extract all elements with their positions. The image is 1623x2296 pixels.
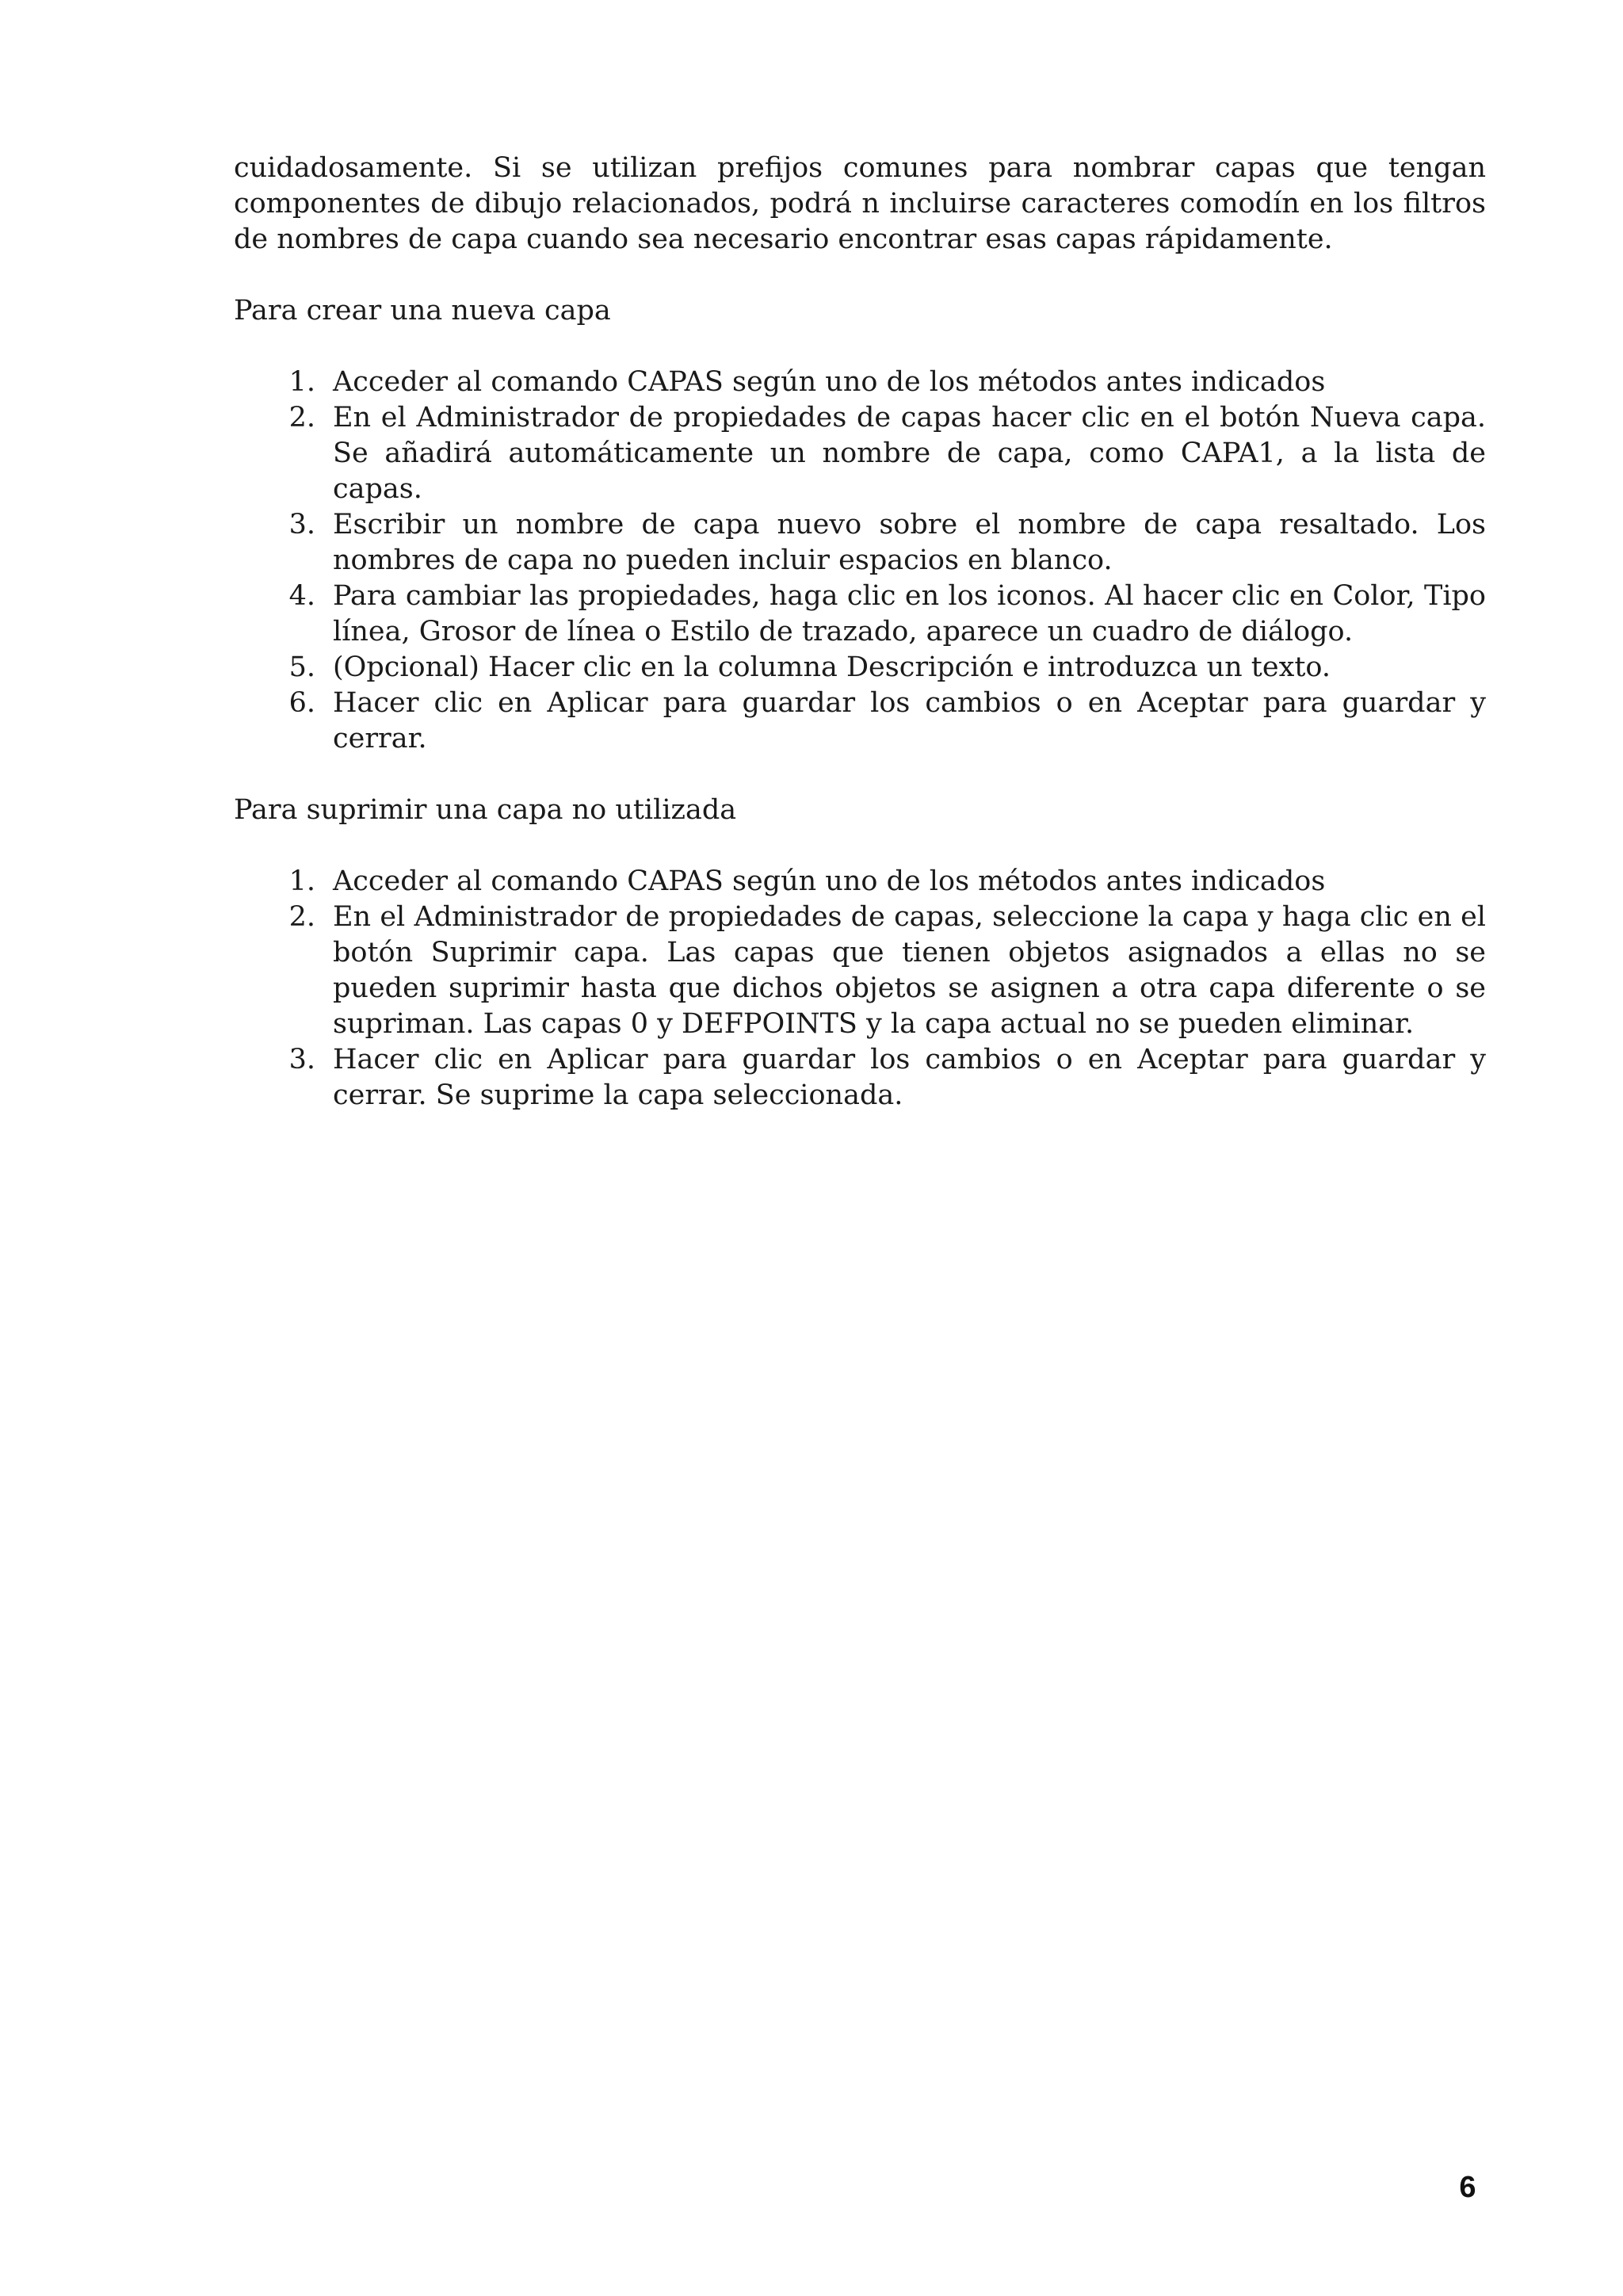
step-number: 1. [288,865,315,897]
list-item [234,900,1486,1042]
step-number: 1. [288,366,315,398]
list-item [234,864,1486,900]
page-content [234,151,1486,1114]
spacer [234,329,1486,365]
spacer [234,757,1486,793]
step-text: Acceder al comando CAPAS según uno de los métodos antes indicados [333,865,1326,897]
delete-layer-heading: Para suprimir una capa no utilizada [234,794,737,826]
spacer [234,258,1486,293]
step-number: 5. [288,651,315,683]
list-item [234,686,1486,757]
delete-layer-steps [234,864,1486,1114]
step-text: En el Administrador de propiedades de capas, seleccione la capa y haga clic en el botón Suprimir capa. Las capas que tienen objetos asignados a ellas no se pueden suprimir hasta que dichos objetos se asignen a otra capa diferente o se supriman. Las capas 0 y DEFPOINTS y la capa actual no se pueden eliminar. [333,901,1486,1040]
step-text: Hacer clic en Aplicar para guardar los cambios o en Aceptar para guardar y cerrar. Se suprime la capa seleccionada. [333,1044,1486,1111]
step-text: Escribir un nombre de capa nuevo sobre el nombre de capa resaltado. Los nombres de capa no pueden incluir espacios en blanco. [333,509,1486,576]
step-text: (Opcional) Hacer clic en la columna Descripción e introduzca un texto. [333,651,1331,683]
step-number: 3. [288,1044,315,1075]
list-item [234,650,1486,686]
step-number: 3. [288,509,315,541]
create-layer-steps [234,365,1486,757]
create-layer-heading: Para crear una nueva capa [234,295,611,327]
intro-paragraph: cuidadosamente. Si se utilizan prefijos comunes para nombrar capas que tengan componentes de dibujo relacionados, podrá n incluirse caracteres comodín en los filtros de nombres de capa cuando sea necesario encontrar esas capas rápidamente. [234,152,1486,255]
step-text: Hacer clic en Aplicar para guardar los cambios o en Aceptar para guardar y cerrar. [333,687,1486,755]
list-item [234,400,1486,507]
list-item [234,507,1486,579]
list-item [234,579,1486,650]
step-text: Para cambiar las propiedades, haga clic en los iconos. Al hacer clic en Color, Tipo línea, Grosor de línea o Estilo de trazado, aparece un cuadro de diálogo. [333,580,1486,648]
list-item [234,1042,1486,1114]
page-number: 6 [1459,2171,1476,2204]
step-text: Acceder al comando CAPAS según uno de los métodos antes indicados [333,366,1326,398]
list-item [234,365,1486,400]
step-number: 2. [288,402,315,434]
step-text: En el Administrador de propiedades de capas hacer clic en el botón Nueva capa. Se añadirá automáticamente un nombre de capa, como CAPA1, a la lista de capas. [333,402,1486,505]
step-number: 6. [288,687,315,719]
spacer [234,828,1486,864]
step-number: 2. [288,901,315,933]
step-number: 4. [288,580,315,612]
